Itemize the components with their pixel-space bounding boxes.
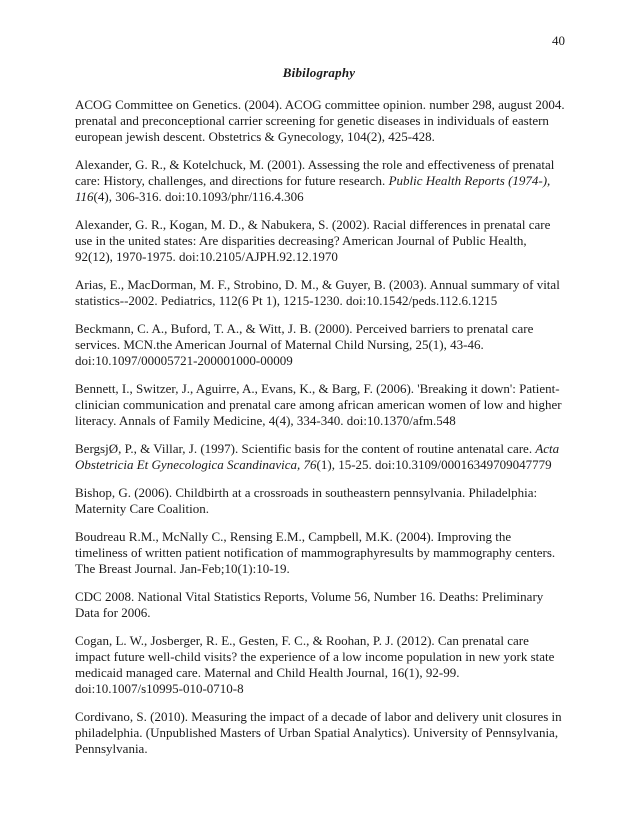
page-number: 40 bbox=[552, 33, 565, 48]
bibliography-entry bbox=[75, 157, 566, 205]
entry-text-segment: Public Health Reports (1974-), 116 bbox=[75, 173, 551, 204]
entry-text-segment: Acta Obstetricia Et Gynecologica Scandinavica, 76 bbox=[75, 441, 560, 472]
entry-text-segment: Alexander, G. R., & Kotelchuck, M. (2001). Assessing the role and effectiveness of prenatal care: History, challenges, and directions for future research. bbox=[75, 157, 555, 188]
bibliography-entry bbox=[75, 97, 566, 145]
entry-text-segment: ACOG Committee on Genetics. (2004). ACOG committee opinion. number 298, august 2004. prenatal and preconceptional carrier screening for genetic diseases in individuals of eastern european jewish descent. Obstetrics & Gynecology, 104(2), 425-428. bbox=[75, 97, 565, 144]
entry-text-segment: Arias, E., MacDorman, M. F., Strobino, D. M., & Guyer, B. (2003). Annual summary of vital statistics--2002. Pediatrics, 112(6 Pt 1), 1215-1230. doi:10.1542/peds.112.6.1215 bbox=[75, 277, 560, 308]
bibliography-entry bbox=[75, 709, 566, 757]
entry-text-segment: CDC 2008. National Vital Statistics Reports, Volume 56, Number 16. Deaths: Preliminary Data for 2006. bbox=[75, 589, 544, 620]
entry-text-segment: Cogan, L. W., Josberger, R. E., Gesten, F. C., & Roohan, P. J. (2012). Can prenatal care impact future well-child visits? the experience of a low income population in new york state medicaid managed care. Maternal and Child Health Journal, 16(1), 92-99. doi:10.1007/s10995-010-0710-8 bbox=[75, 633, 555, 696]
bibliography-entry bbox=[75, 485, 566, 517]
entry-text-segment: Beckmann, C. A., Buford, T. A., & Witt, J. B. (2000). Perceived barriers to prenatal care services. MCN.the American Journal of Maternal Child Nursing, 25(1), 43-46. doi:10.1097/00005721-200001000-00009 bbox=[75, 321, 534, 368]
bibliography-entry bbox=[75, 589, 566, 621]
bibliography-list bbox=[75, 97, 566, 769]
entry-text-segment: (4), 306-316. doi:10.1093/phr/116.4.306 bbox=[93, 189, 304, 204]
page-title: Bibilography bbox=[282, 65, 356, 80]
entry-text-segment: Bennett, I., Switzer, J., Aguirre, A., Evans, K., & Barg, F. (2006). 'Breaking it down': Patient-clinician communication and prenatal care among african american women of low and higher literacy. Annals of Family Medicine, 4(4), 334-340. doi:10.1370/afm.548 bbox=[75, 381, 562, 428]
bibliography-entry bbox=[75, 321, 566, 369]
entry-text-segment: Cordivano, S. (2010). Measuring the impact of a decade of labor and delivery unit closures in philadelphia. (Unpublished Masters of Urban Spatial Analytics). University of Pennsylvania, Pennsylvania. bbox=[75, 709, 562, 756]
bibliography-entry bbox=[75, 441, 566, 473]
bibliography-entry bbox=[75, 633, 566, 697]
bibliography-entry bbox=[75, 277, 566, 309]
entry-text-segment: (1), 15-25. doi:10.3109/00016349709047779 bbox=[316, 457, 552, 472]
entry-text-segment: BergsjØ, P., & Villar, J. (1997). Scientific basis for the content of routine antenatal care. bbox=[75, 441, 536, 456]
entry-text-segment: Boudreau R.M., McNally C., Rensing E.M., Campbell, M.K. (2004). Improving the timeliness of written patient notification of mammographyresults by mammography centers. The Breast Journal. Jan-Feb;10(1):10-19. bbox=[75, 529, 556, 576]
bibliography-entry bbox=[75, 381, 566, 429]
bibliography-entry bbox=[75, 529, 566, 577]
entry-text-segment: Bishop, G. (2006). Childbirth at a crossroads in southeastern pennsylvania. Philadelphia: Maternity Care Coalition. bbox=[75, 485, 538, 516]
bibliography-entry bbox=[75, 217, 566, 265]
entry-text-segment: Alexander, G. R., Kogan, M. D., & Nabukera, S. (2002). Racial differences in prenatal care use in the united states: Are disparities decreasing? American Journal of Public Health, 92(12), 1970-1975. doi:10.2105/AJPH.92.12.1970 bbox=[75, 217, 551, 264]
